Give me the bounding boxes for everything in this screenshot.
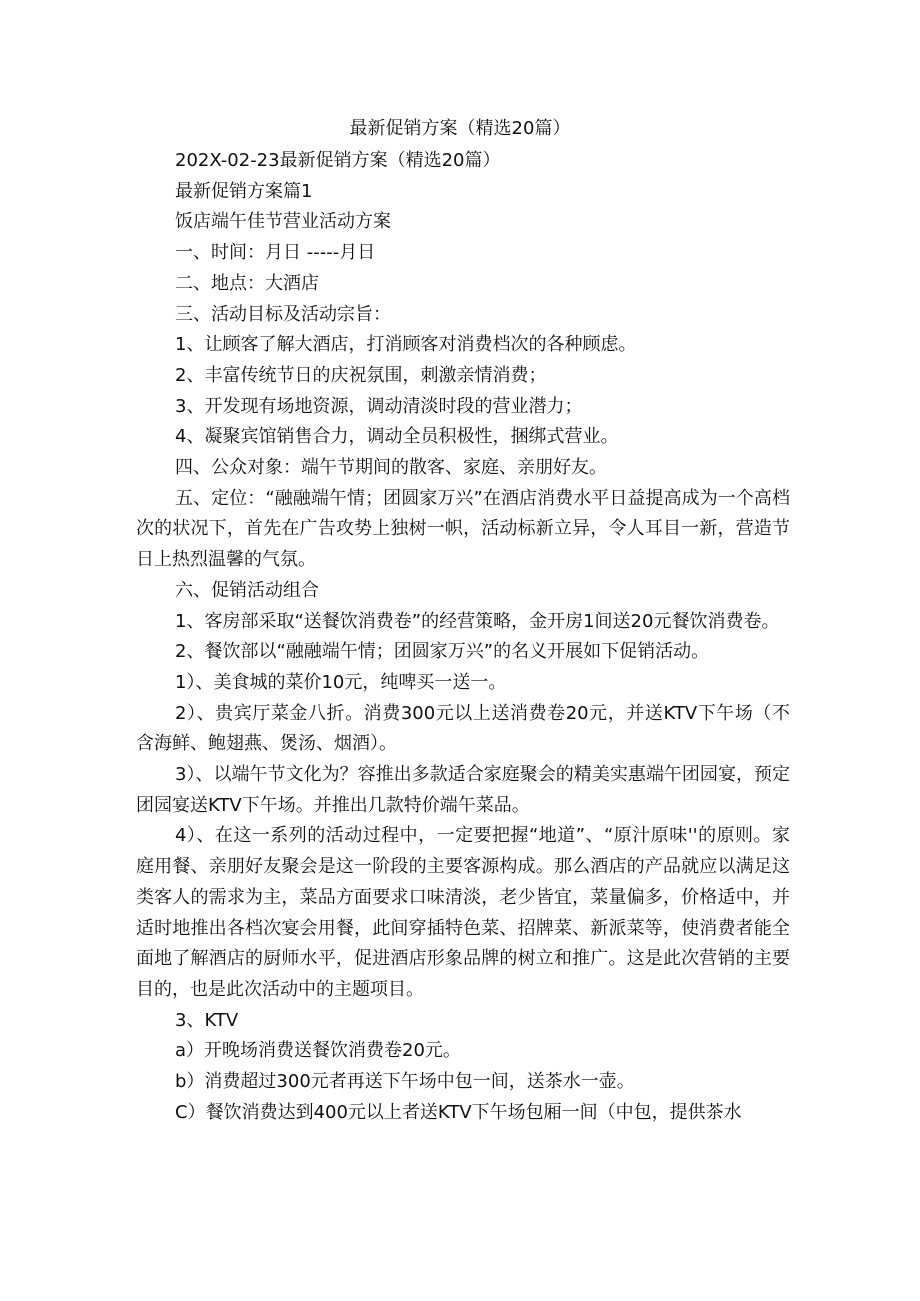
doc-paragraph: C）餐饮消费达到400元以上者送KTV下午场包厢一间（中包，提供茶水: [175, 1101, 742, 1123]
doc-paragraph: 一、时间：月日 -----月日: [175, 242, 376, 264]
doc-paragraph: 1）、美食城的菜价10元，纯啤买一送一。: [175, 671, 507, 693]
doc-paragraph: 2、餐饮部以“融融端午情；团圆家万兴”的名义开展如下促销活动。: [175, 641, 710, 663]
doc-paragraph: 1、客房部采取“送餐饮消费卷”的经营策略，金开房1间送20元餐饮消费卷。: [175, 610, 780, 632]
doc-paragraph: 2、丰富传统节日的庆祝氛围，刺激亲情消费；: [175, 364, 547, 386]
doc-paragraph: 4、凝聚宾馆销售合力，调动全员积极性，捆绑式营业。: [175, 426, 619, 448]
doc-paragraph: 3、开发现有场地资源，调动清淡时段的营业潜力；: [175, 395, 583, 417]
document-title: 最新促销方案（精选20篇）: [349, 118, 571, 139]
document-body: [136, 146, 790, 1129]
doc-paragraph: b）消费超过300元者再送下午场中包一间，送茶水一壶。: [175, 1071, 635, 1093]
doc-paragraph: 4）、在这一系列的活动过程中，一定要把握“地道”、“原汁原味''的原则。家庭用餐、亲朋好友聚会是这一阶段的主要客源构成。那么酒店的产品就应以满足这类客人的需求为主，菜品方面要求口味清淡，老少皆宜，菜量偏多，价格适中，并适时地推出各档次宴会用餐，此间穿插特色菜、招牌菜、新派菜等，使消费者能全面地了解酒店的厨师水平，促进酒店形象品牌的树立和推广。这是此次营销的主要目的，也是此次活动中的主题项目。: [136, 825, 790, 1000]
doc-paragraph: 3、KTV: [175, 1009, 239, 1031]
doc-paragraph: 六、促销活动组合: [175, 579, 319, 601]
doc-paragraph: 3）、以端午节文化为？容推出多款适合家庭聚会的精美实惠端午团园宴，预定团园宴送KTV下午场。并推出几款特价端午菜品。: [136, 764, 790, 816]
doc-date-heading: 202X-02-23最新促销方案（精选20篇）: [175, 150, 501, 171]
doc-section-heading: 最新促销方案篇1: [175, 180, 313, 202]
doc-paragraph: a）开晚场消费送餐饮消费卷20元。: [175, 1040, 461, 1062]
doc-plan-title: 饭店端午佳节营业活动方案: [175, 211, 391, 233]
doc-paragraph: 五、定位：“融融端午情；团圆家万兴”在酒店消费水平日益提高成为一个高档次的状况下，首先在广告攻势上独树一帜，活动标新立异，令人耳目一新，营造节日上热烈温馨的气氛。: [136, 487, 790, 571]
doc-paragraph: 1、让顾客了解大酒店，打消顾客对消费档次的各种顾虑。: [175, 334, 637, 356]
doc-paragraph: 三、活动目标及活动宗旨：: [175, 303, 391, 325]
doc-paragraph: 2）、贵宾厅菜金八折。消费300元以上送消费卷20元，并送KTV下午场（不含海鲜、鲍翅燕、煲汤、烟酒）。: [136, 702, 790, 755]
doc-paragraph: 二、地点：大酒店: [175, 272, 319, 294]
doc-paragraph: 四、公众对象：端午节期间的散客、家庭、亲朋好友。: [175, 457, 607, 479]
